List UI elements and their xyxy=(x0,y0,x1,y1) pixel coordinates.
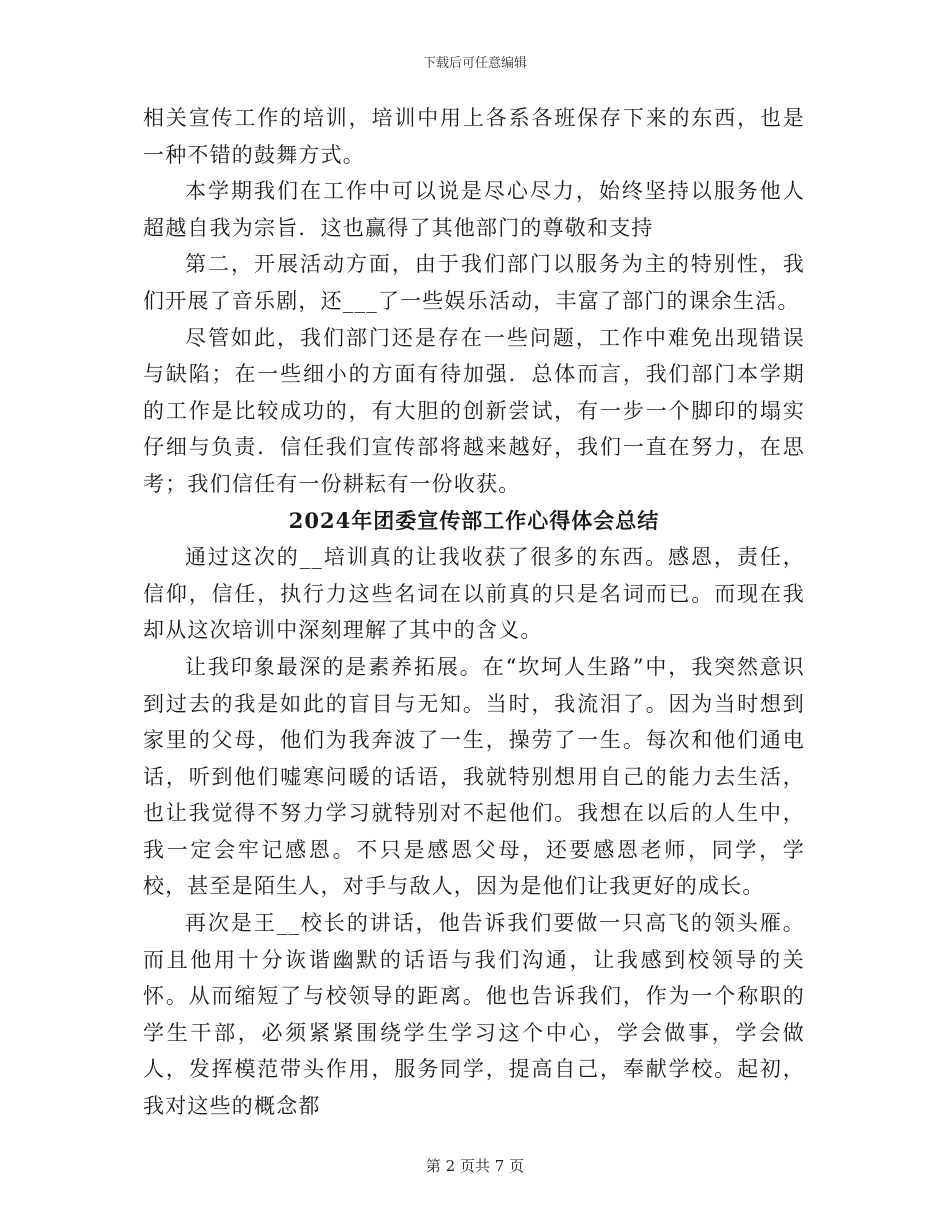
document-body xyxy=(143,100,805,1125)
paragraph: 尽管如此，我们部门还是存在一些问题，工作中难免出现错误与缺陷；在一些细小的方面有待加强．总体而言，我们部门本学期的工作是比较成功的，有大胆的创新尝试，有一步一个脚印的塌实仔细与负责．信任我们宣传部将越来越好，我们一直在努力，在思考；我们信任有一份耕耘有一份收获。 xyxy=(143,325,805,496)
paragraph: 让我印象最深的是素养拓展。在“坎坷人生路”中，我突然意识到过去的我是如此的盲目与无知。当时，我流泪了。因为当时想到家里的父母，他们为我奔波了一生，操劳了一生。每次和他们通电话，听到他们嘘寒问暖的话语，我就特别想用自己的能力去生活，也让我觉得不努力学习就特别对不起他们。我想在以后的人生中，我一定会牢记感恩。不只是感恩父母，还要感恩老师，同学，学校，甚至是陌生人，对手与敌人，因为是他们让我更好的成长。 xyxy=(143,654,805,899)
page-header: 下载后可任意编辑 xyxy=(422,56,527,71)
paragraph: 再次是王__校长的讲话，他告诉我们要做一只高飞的领头雁。而且他用十分诙谐幽默的话语与我们沟通，让我感到校领导的关怀。从而缩短了与校领导的距离。他也告诉我们，作为一个称职的学生干部，必须紧紧围绕学生学习这个中心，学会做事，学会做人，发挥模范带头作用，服务同学，提高自己，奉献学校。起初，我对这些的概念都 xyxy=(143,911,805,1119)
paragraph: 本学期我们在工作中可以说是尽心尽力，始终坚持以服务他人超越自我为宗旨．这也赢得了其他部门的尊敬和支持 xyxy=(143,179,805,240)
page-footer: 第 2 页共 7 页 xyxy=(425,1157,525,1175)
paragraph: 相关宣传工作的培训，培训中用上各系各班保存下来的东西，也是一种不错的鼓舞方式。 xyxy=(143,106,805,167)
section-title: 2024年团委宣传部工作心得体会总结 xyxy=(288,507,660,533)
paragraph: 通过这次的__培训真的让我收获了很多的东西。感恩，责任，信仰，信任，执行力这些名词在以前真的只是名词而已。而现在我却从这次培训中深刻理解了其中的含义。 xyxy=(143,545,805,643)
paragraph: 第二，开展活动方面，由于我们部门以服务为主的特别性，我们开展了音乐剧，还___了一些娱乐活动，丰富了部门的课余生活。 xyxy=(143,252,805,313)
